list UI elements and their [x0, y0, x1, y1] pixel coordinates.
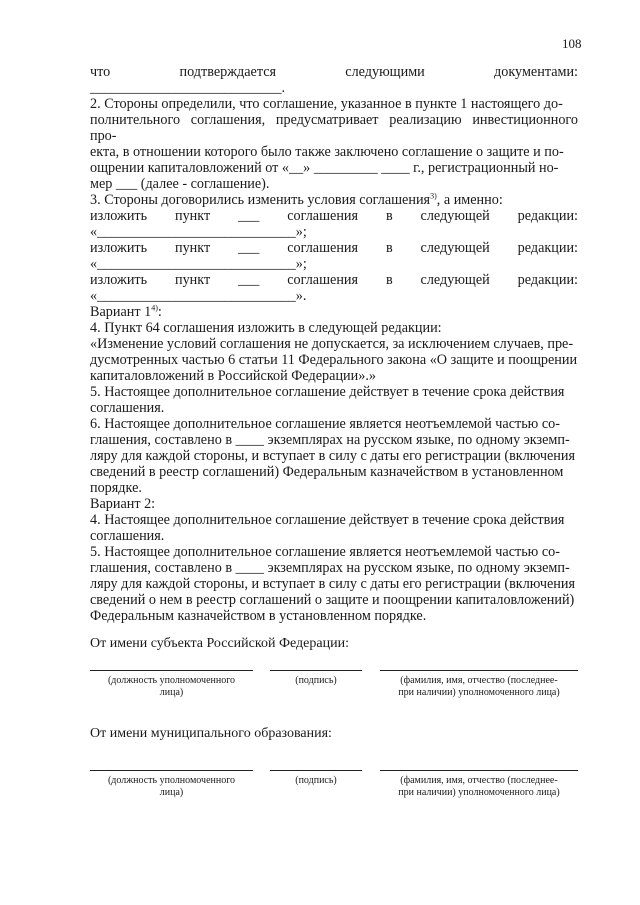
doc-line: ощрении капиталовложений от «__» _________ ____ г., регистрационный но- — [90, 160, 559, 176]
doc-line: 4. Пункт 64 соглашения изложить в следующей редакции: — [90, 320, 442, 336]
signature-block-municipal — [90, 726, 578, 830]
doc-line: 5. Настоящее дополнительное соглашение действует в течение срока действия — [90, 384, 565, 400]
signature-caption: (подпись) — [295, 675, 337, 686]
position-caption — [90, 775, 253, 799]
signature-line — [270, 670, 362, 671]
doc-line: сведений о нем в реестр соглашений о защите и поощрении капиталовложений) — [90, 592, 575, 608]
position-caption — [90, 675, 253, 699]
name-caption — [380, 775, 578, 799]
doc-line: капиталовложений в Российской Федерации».» — [90, 368, 376, 384]
doc-line: 5. Настоящее дополнительное соглашение является неотъемлемой частью со- — [90, 544, 560, 560]
line-text: Вариант 1 — [90, 304, 152, 320]
doc-line: полнительного соглашения, предусматривает реализацию инвестиционного про- — [90, 112, 578, 144]
signature-block-subject — [90, 636, 578, 730]
signature-lines — [90, 670, 578, 730]
amend-word: изложить — [90, 208, 148, 224]
doc-line: ляру для каждой стороны, и вступает в силу с даты его регистрации (включения — [90, 576, 575, 592]
page-number: 108 — [562, 36, 582, 51]
caption-line: при наличии) уполномоченного лица) — [398, 787, 560, 798]
name-line — [380, 770, 578, 771]
amend-word: редакции: — [517, 208, 578, 224]
amend-word: ___ — [238, 208, 260, 224]
amend-word: ___ — [238, 272, 260, 288]
amend-row — [90, 240, 578, 256]
amend-word: следующей — [420, 208, 490, 224]
doc-line: ляру для каждой стороны, и вступает в силу с даты его регистрации (включения — [90, 448, 575, 464]
caption-line: (фамилия, имя, отчество (последнее- — [400, 675, 558, 686]
caption-line: лица) — [159, 687, 184, 698]
amend-blank: «____________________________»; — [90, 224, 307, 240]
amend-row — [90, 208, 578, 224]
amend-word: редакции: — [517, 272, 578, 288]
doc-line — [90, 192, 578, 208]
caption-line: (должность уполномоченного — [107, 775, 236, 786]
doc-line: 6. Настоящее дополнительное соглашение является неотъемлемой частью со- — [90, 416, 560, 432]
amend-word: пункт — [174, 208, 211, 224]
variant-heading: Вариант 2: — [90, 496, 156, 512]
amend-word: соглашения — [287, 272, 359, 288]
amend-word: следующей — [420, 272, 490, 288]
doc-line: 2. Стороны определили, что соглашение, указанное в пункте 1 настоящего до- — [90, 96, 563, 112]
document-body — [90, 64, 578, 624]
signature-heading: От имени муниципального образования: — [90, 726, 332, 741]
caption-line: (должность уполномоченного — [107, 675, 236, 686]
amend-word: в — [385, 240, 393, 256]
position-line — [90, 670, 253, 671]
caption-line: при наличии) уполномоченного лица) — [398, 687, 560, 698]
line-text: : — [157, 304, 162, 320]
signature-line — [270, 770, 362, 771]
amend-word: соглашения — [287, 208, 359, 224]
amend-word: пункт — [174, 272, 211, 288]
amend-word: соглашения — [287, 240, 359, 256]
footnote-marker: 4) — [151, 303, 158, 313]
caption-line: (фамилия, имя, отчество (последнее- — [400, 775, 558, 786]
amend-row — [90, 272, 578, 288]
doc-line: соглашения. — [90, 400, 165, 416]
amend-word: следующей — [420, 240, 490, 256]
amend-word: в — [385, 208, 393, 224]
doc-line: мер ___ (далее - соглашение). — [90, 176, 270, 192]
name-line — [380, 670, 578, 671]
doc-line: порядке. — [90, 480, 142, 496]
amend-word: ___ — [238, 240, 260, 256]
variant-heading — [90, 304, 578, 320]
amend-word: пункт — [174, 240, 211, 256]
position-line — [90, 770, 253, 771]
doc-line: 4. Настоящее дополнительное соглашение действует в течение срока действия — [90, 512, 565, 528]
line-text: 3. Стороны договорились изменить условия соглашения — [90, 192, 431, 208]
doc-line: соглашения. — [90, 528, 165, 544]
doc-line: глашения, составлено в ____ экземплярах на русском языке, по одному экземп- — [90, 432, 570, 448]
caption-line: лица) — [159, 787, 184, 798]
amend-word: изложить — [90, 272, 148, 288]
amend-word: в — [385, 272, 393, 288]
name-caption — [380, 675, 578, 699]
doc-line: Федеральным казначейством в установленном порядке. — [90, 608, 427, 624]
doc-line: что подтверждается следующими документами: ___________________________. — [90, 64, 578, 96]
signature-caption: (подпись) — [295, 775, 337, 786]
doc-line: сведений в реестр соглашений) Федеральным казначейством в установленном — [90, 464, 564, 480]
doc-line: «Изменение условий соглашения не допускается, за исключением случаев, пре- — [90, 336, 574, 352]
signature-lines — [90, 770, 578, 830]
footnote-marker: 3) — [430, 191, 437, 201]
signature-heading: От имени субъекта Российской Федерации: — [90, 636, 349, 651]
amend-blank: «____________________________». — [90, 288, 307, 304]
doc-line: глашения, составлено в ____ экземплярах на русском языке, по одному экземп- — [90, 560, 570, 576]
amend-blank: «____________________________»; — [90, 256, 307, 272]
doc-line: дусмотренных частью 6 статьи 11 Федерального закона «О защите и поощрении — [90, 352, 578, 368]
amend-word: редакции: — [517, 240, 578, 256]
doc-line: екта, в отношении которого было также заключено соглашение о защите и по- — [90, 144, 564, 160]
amend-word: изложить — [90, 240, 148, 256]
line-text: , а именно: — [436, 192, 503, 208]
